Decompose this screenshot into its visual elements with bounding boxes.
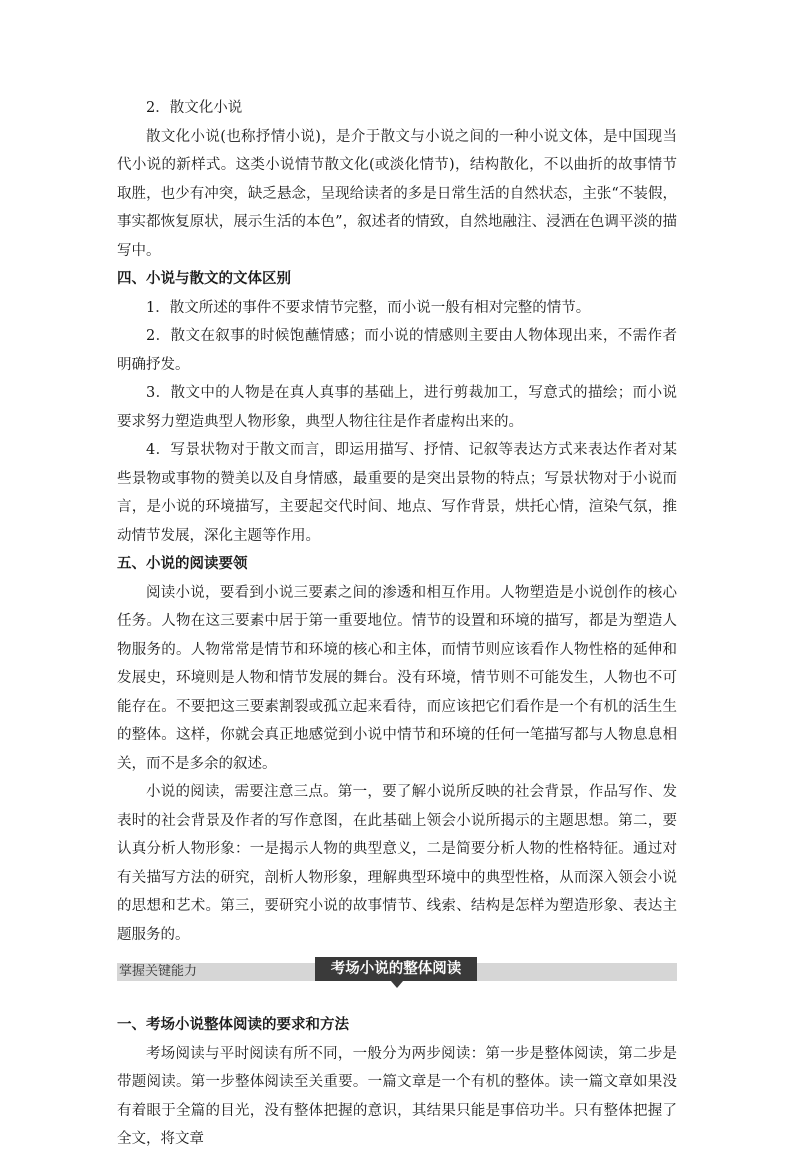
paragraph: 散文化小说(也称抒情小说)，是介于散文与小说之间的一种小说文体，是中国现当代小说的新样式。这类小说情节散文化(或淡化情节)，结构散化，不以曲折的故事情节取胜，也少有冲突，缺乏悬念，呈现给读者的多是日常生活的自然状态，主张“不装假，事实都恢复原状，展示生活的本色”，叙述者的情致，自然地融注、浸洒在色调平淡的描写中。 xyxy=(117,128,677,259)
section-heading: 四、小说与散文的文体区别 xyxy=(117,271,291,287)
paragraph: 阅读小说，要看到小说三要素之间的渗透和相互作用。人物塑造是小说创作的核心任务。人物在这三要素中居于第一重要地位。情节的设置和环境的描写，都是为塑造人物服务的。人物常常是情节和环境的核心和主体，而情节则应该看作人物性格的延伸和发展史，环境则是人物和情节发展的舞台。没有环境，情节则不可能发生，人物也不可能存在。不要把这三要素割裂或孤立起来看待，而应该把它们看作是一个有机的活生生的整体。这样，你就会真正地感觉到小说中情节和环境的任何一笔描写都与人物息息相关，而不是多余的叙述。 xyxy=(117,584,677,772)
paragraph: 小说的阅读，需要注意三点。第一，要了解小说所反映的社会背景，作品写作、发表时的社会背景及作者的写作意图，在此基础上领会小说所揭示的主题思想。第二，要认真分析人物形象：一是揭示人物的典型意义，二是简要分析人物的性格特征。通过对有关描写方法的研究，剖析人物形象，理解典型环境中的典型性格，从而深入领会小说的思想和艺术。第三，要研究小说的故事情节、线索、结构是怎样为塑造形象、表达主题服务的。 xyxy=(117,784,677,943)
document-content xyxy=(117,94,677,1154)
banner-title: 考场小说的整体阅读 xyxy=(315,957,477,981)
banner-left-label: 掌握关键能力 xyxy=(119,964,198,979)
section-heading: 五、小说的阅读要领 xyxy=(117,556,248,572)
paragraph: 考场阅读与平时阅读有所不同，一般分为两步阅读：第一步是整体阅读，第二步是带题阅读。第一步整体阅读至关重要。一篇文章是一个有机的整体。读一篇文章如果没有着眼于全篇的目光，没有整体把握的意识，其结果只能是事倍功半。只有整体把握了全文，将文章 xyxy=(117,1045,677,1147)
list-item: 1．散文所述的事件不要求情节完整，而小说一般有相对完整的情节。 xyxy=(146,299,591,316)
subsection-heading: 2．散文化小说 xyxy=(146,100,243,116)
banner-pointer-icon xyxy=(391,981,403,988)
list-item: 3．散文中的人物是在真人真事的基础上，进行剪裁加工，写意式的描绘；而小说要求努力塑造典型人物形象，典型人物往往是作者虚构出来的。 xyxy=(117,385,677,430)
list-item: 4．写景状物对于散文而言，即运用描写、抒情、记叙等表达方式来表达作者对某些景物或事物的赞美以及自身情感，最重要的是突出景物的特点；写景状物对于小说而言，是小说的环境描写，主要起交代时间、地点、写作背景，烘托心情，渲染气氛，推动情节发展，深化主题等作用。 xyxy=(117,442,677,544)
section-heading: 一、考场小说整体阅读的要求和方法 xyxy=(117,1017,349,1033)
list-item: 2．散文在叙事的时候饱蘸情感；而小说的情感则主要由人物体现出来，不需作者明确抒发。 xyxy=(117,328,677,373)
section-banner xyxy=(117,963,677,981)
